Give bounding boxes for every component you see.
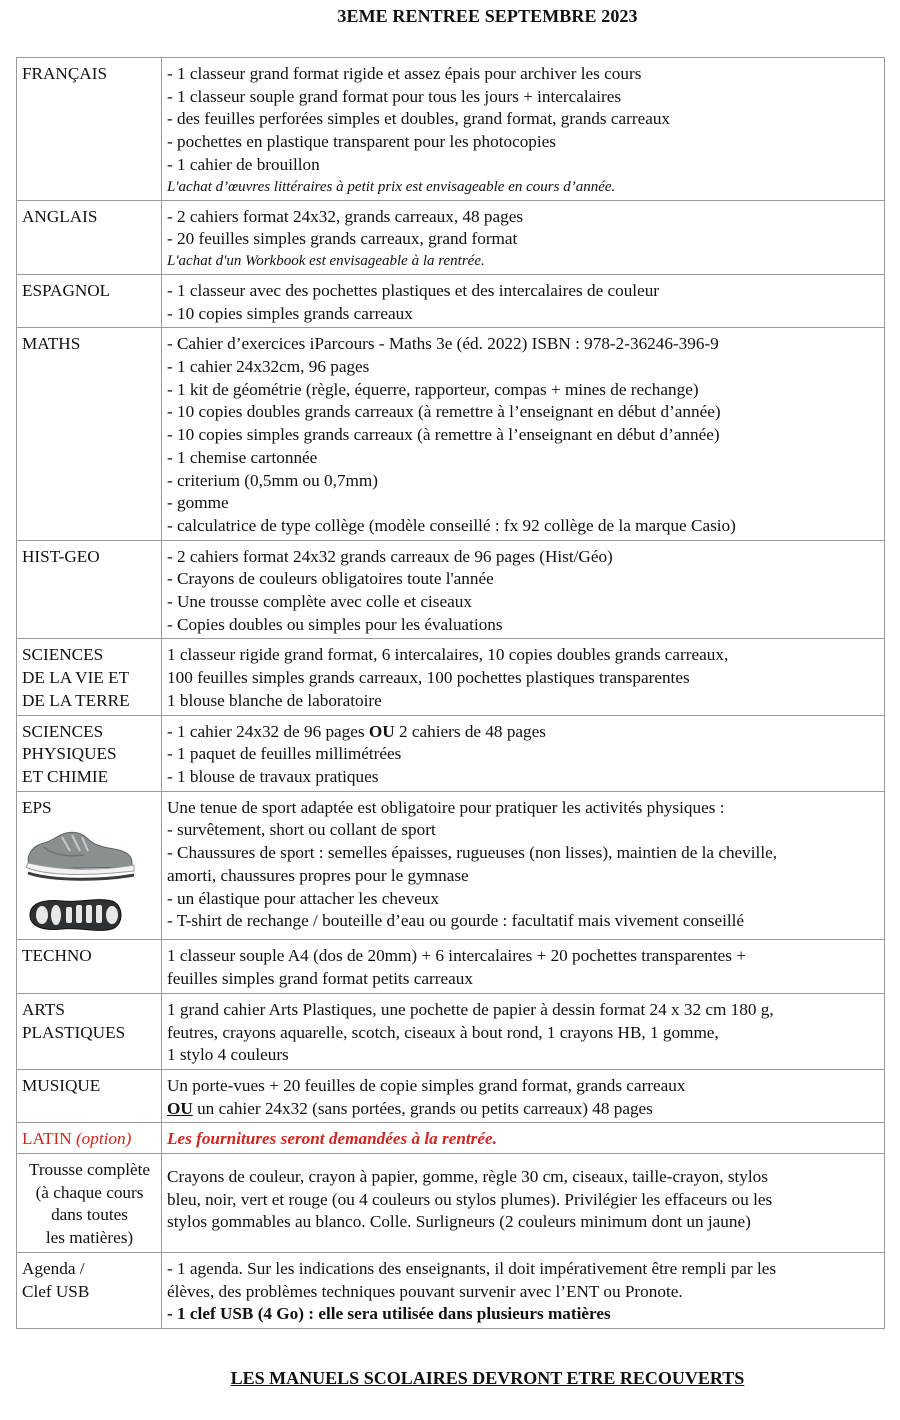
items-agenda [162, 1252, 885, 1328]
items-techno [162, 940, 885, 993]
item-line: - survêtement, short ou collant de sport [167, 820, 436, 840]
row-espagnol [17, 274, 885, 327]
row-latin [17, 1123, 885, 1154]
subject-label: EPS [22, 797, 52, 817]
item-text: - 1 cahier 24x32 de 96 pages [167, 721, 369, 741]
subject-physique [17, 715, 162, 791]
subject-line: ET CHIMIE [22, 766, 109, 786]
items-espagnol [162, 274, 885, 327]
subject-techno: TECHNO [17, 940, 162, 993]
item-line: - 1 paquet de feuilles millimétrées [167, 744, 402, 764]
item-line: - 1 cahier 24x32cm, 96 pages [167, 357, 370, 377]
subject-line: DE LA TERRE [22, 690, 130, 710]
items-physique [162, 715, 885, 791]
item-line: feuilles simples grand format petits carreaux [167, 969, 473, 989]
item-line: 1 grand cahier Arts Plastiques, une pochette de papier à dessin format 24 x 32 cm 180 g, [167, 999, 774, 1019]
subject-agenda [17, 1252, 162, 1328]
item-line: Un porte-vues + 20 feuilles de copie simples grand format, grands carreaux [167, 1075, 686, 1095]
row-arts [17, 993, 885, 1069]
item-text: 2 cahiers de 48 pages [394, 721, 546, 741]
sneaker-sole-icon [22, 893, 128, 937]
items-arts [162, 993, 885, 1069]
row-anglais [17, 200, 885, 274]
item-line: - Crayons de couleurs obligatoires toute l'année [167, 569, 494, 589]
subject-trousse [17, 1154, 162, 1253]
item-line: - 1 chemise cartonnée [167, 447, 318, 467]
subject-maths: MATHS [17, 328, 162, 540]
item-line: - 10 copies simples grands carreaux [167, 303, 413, 323]
item-line: 1 classeur souple A4 (dos de 20mm) + 6 intercalaires + 20 pochettes transparentes + [167, 946, 746, 966]
items-latin [162, 1123, 885, 1154]
subject-line: (à chaque cours [35, 1182, 144, 1202]
supplies-table [16, 57, 885, 1329]
subject-eps [17, 791, 162, 940]
subject-line: PHYSIQUES [22, 744, 117, 764]
row-techno [17, 940, 885, 993]
item-line: - Cahier d’exercices iParcours - Maths 3e (éd. 2022) ISBN : 978-2-36246-396-9 [167, 334, 719, 354]
subject-histgeo: HIST-GEO [17, 540, 162, 639]
item-line: amorti, chaussures propres pour le gymnase [167, 865, 469, 885]
or-emphasis: OU [167, 1098, 193, 1118]
item-line: - Copies doubles ou simples pour les évaluations [167, 614, 503, 634]
row-francais [17, 58, 885, 201]
subject-option: (option) [75, 1129, 132, 1149]
note-francais: L'achat d’œuvres littéraires à petit prix est envisageable en cours d’année. [167, 178, 616, 195]
row-trousse [17, 1154, 885, 1253]
note-anglais: L'achat d'un Workbook est envisageable à la rentrée. [167, 252, 485, 269]
item-line: - un élastique pour attacher les cheveux [167, 888, 440, 908]
subject-line: Trousse complète [28, 1160, 151, 1180]
items-maths [162, 328, 885, 540]
item-line: Crayons de couleur, crayon à papier, gomme, règle 30 cm, ciseaux, taille-crayon, stylos [167, 1167, 768, 1187]
item-line-bold: - 1 clef USB (4 Go) : elle sera utilisée dans plusieurs matières [167, 1304, 611, 1324]
subject-line: SCIENCES [22, 645, 104, 665]
item-line: Une tenue de sport adaptée est obligatoire pour pratiquer les activités physiques : [167, 797, 725, 817]
item-line: 100 feuilles simples grands carreaux, 100 pochettes plastiques transparentes [167, 668, 690, 688]
footer-note: LES MANUELS SCOLAIRES DEVRONT ETRE RECOUVERTS [230, 1368, 745, 1388]
item-line: - 2 cahiers format 24x32 grands carreaux de 96 pages (Hist/Géo) [167, 546, 613, 566]
item-line: - 1 kit de géométrie (règle, équerre, rapporteur, compas + mines de rechange) [167, 379, 699, 399]
subject-espagnol: ESPAGNOL [17, 274, 162, 327]
item-line: - pochettes en plastique transparent pour les photocopies [167, 132, 556, 152]
subject-arts [17, 993, 162, 1069]
subject-line: SCIENCES [22, 721, 104, 741]
item-line [167, 1098, 880, 1121]
item-line: - gomme [167, 493, 229, 513]
item-line: bleu, noir, vert et rouge (ou 4 couleurs ou stylos plumes). Privilégier les effaceurs ou les [167, 1189, 773, 1209]
row-maths [17, 328, 885, 540]
subject-anglais: ANGLAIS [17, 200, 162, 274]
items-eps [162, 791, 885, 940]
item-text: un cahier 24x32 (sans portées, grands ou petits carreaux) 48 pages [192, 1098, 653, 1118]
item-line: 1 stylo 4 couleurs [167, 1045, 289, 1065]
subject-line: Agenda / [22, 1258, 85, 1278]
subject-line: PLASTIQUES [22, 1022, 126, 1042]
item-line: - Une trousse complète avec colle et ciseaux [167, 592, 472, 612]
subject-line: dans toutes [51, 1205, 128, 1225]
item-line [167, 721, 880, 744]
item-line: élèves, des problèmes techniques pouvant survenir avec l’ENT ou Pronote. [167, 1281, 683, 1301]
item-line: - calculatrice de type collège (modèle conseillé : fx 92 collège de la marque Casio) [167, 515, 736, 535]
or-emphasis: OU [368, 721, 395, 741]
item-line: 1 blouse blanche de laboratoire [167, 690, 382, 710]
subject-musique: MUSIQUE [17, 1069, 162, 1122]
item-line: - 1 agenda. Sur les indications des enseignants, il doit impérativement être rempli par les [167, 1258, 777, 1278]
page-title: 3EME RENTREE SEPTEMBRE 2023 [337, 6, 638, 26]
subject-label: LATIN [22, 1129, 72, 1149]
row-agenda [17, 1252, 885, 1328]
subject-line: les matières) [45, 1228, 134, 1248]
eps-images [22, 825, 157, 937]
item-line: - 1 classeur avec des pochettes plastiques et des intercalaires de couleur [167, 280, 660, 300]
row-histgeo [17, 540, 885, 639]
subject-latin [17, 1123, 162, 1154]
item-line: - Chaussures de sport : semelles épaisses, rugueuses (non lisses), maintien de la cheville, [167, 843, 778, 863]
item-line: feutres, crayons aquarelle, scotch, ciseaux à bout rond, 1 crayons HB, 1 gomme, [167, 1022, 719, 1042]
item-line: - 10 copies simples grands carreaux (à remettre à l’enseignant en début d’année) [167, 425, 720, 445]
subject-svt [17, 639, 162, 715]
row-physique [17, 715, 885, 791]
subject-line: DE LA VIE ET [22, 668, 130, 688]
row-svt [17, 639, 885, 715]
latin-notice: Les fournitures seront demandées à la rentrée. [167, 1129, 497, 1149]
item-line: - criterium (0,5mm ou 0,7mm) [167, 470, 378, 490]
item-line: stylos gommables au blanco. Colle. Surligneurs (2 couleurs minimum dont un jaune) [167, 1212, 751, 1232]
row-eps [17, 791, 885, 940]
item-line: - des feuilles perforées simples et doubles, grand format, grands carreaux [167, 109, 671, 129]
items-francais [162, 58, 885, 201]
items-musique [162, 1069, 885, 1122]
item-line: 1 classeur rigide grand format, 6 intercalaires, 10 copies doubles grands carreaux, [167, 645, 729, 665]
item-line: - 1 classeur grand format rigide et assez épais pour archiver les cours [167, 64, 642, 83]
item-line: - 1 cahier de brouillon [167, 154, 320, 174]
items-histgeo [162, 540, 885, 639]
sneaker-side-icon [22, 825, 140, 885]
item-line: - 2 cahiers format 24x32, grands carreaux, 48 pages [167, 206, 524, 226]
item-line: - T-shirt de rechange / bouteille d’eau ou gourde : facultatif mais vivement conseillé [167, 911, 745, 931]
subject-francais: FRANÇAIS [17, 58, 162, 201]
items-anglais [162, 200, 885, 274]
item-line: - 1 blouse de travaux pratiques [167, 766, 379, 786]
subject-line: Clef USB [22, 1281, 90, 1301]
item-line: - 20 feuilles simples grands carreaux, grand format [167, 229, 518, 249]
item-line: - 10 copies doubles grands carreaux (à remettre à l’enseignant en début d’année) [167, 402, 721, 422]
subject-line: ARTS [22, 999, 65, 1019]
items-trousse [162, 1154, 885, 1253]
item-line: - 1 classeur souple grand format pour tous les jours + intercalaires [167, 86, 622, 106]
row-musique [17, 1069, 885, 1122]
items-svt [162, 639, 885, 715]
